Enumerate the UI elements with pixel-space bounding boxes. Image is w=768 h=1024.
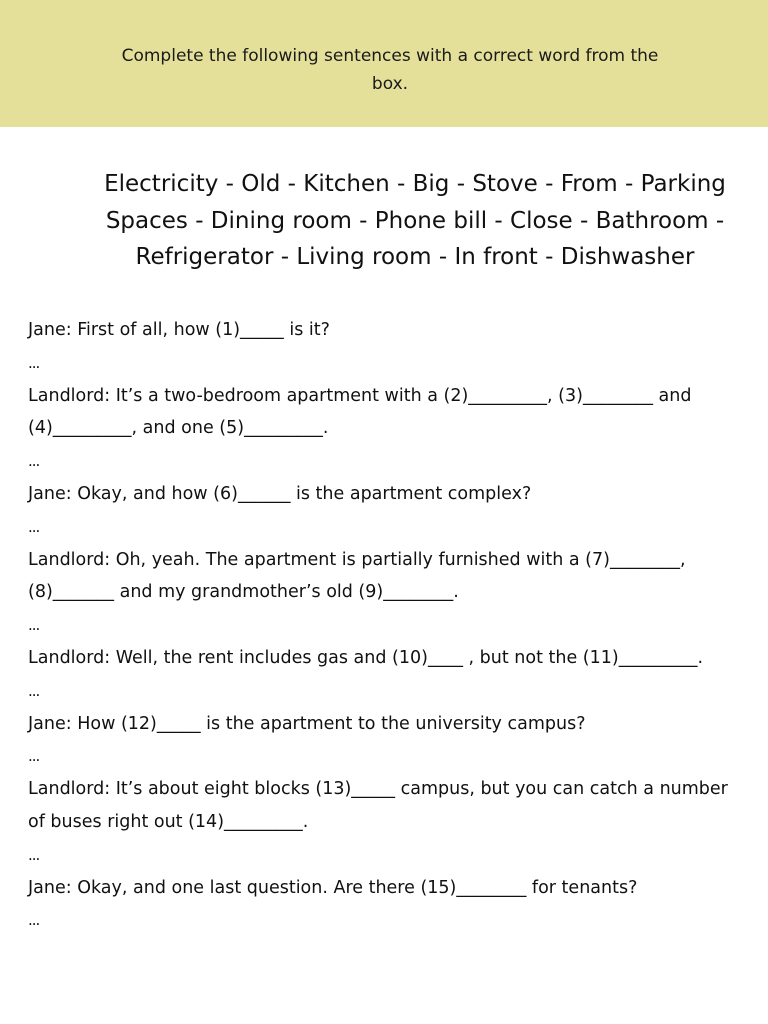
ellipsis-line: ... [28,616,40,635]
dialogue-line: Jane: First of all, how (1)_____ is it? [28,320,330,340]
dialogue-line: Jane: Okay, and one last question. Are there (15)________ for tenants? [28,877,638,898]
ellipsis-line: ... [28,747,40,766]
word-box-line: Refrigerator - Living room - In front - Dishwasher [135,244,695,270]
instruction-text: Complete the following sentences with a correct word from the box. [121,46,659,94]
ellipsis-line: ... [28,517,40,536]
dialogue-line: of buses right out (14)_________. [28,811,309,832]
ellipsis-line: ... [28,353,40,372]
word-box [80,166,750,276]
dialogue-line: (4)_________, and one (5)_________. [28,418,329,439]
ellipsis-line: ... [28,452,40,471]
ellipsis-line: ... [28,845,40,864]
dialogue-line: Landlord: Well, the rent includes gas and (10)____ , but not the (11)_________. [28,647,704,668]
dialogue-line: Landlord: It’s about eight blocks (13)_____ campus, but you can catch a number [28,779,728,800]
dialogue [28,314,748,937]
dialogue-line: Jane: Okay, and how (6)______ is the apartment complex? [28,483,532,504]
ellipsis-line: ... [28,681,40,700]
ellipsis-line: ... [28,911,40,930]
dialogue-line: Landlord: Oh, yeah. The apartment is partially furnished with a (7)________, [28,549,686,570]
instruction-banner [0,0,768,127]
dialogue-line: (8)_______ and my grandmother’s old (9)________. [28,582,459,603]
word-box-line: Electricity - Old - Kitchen - Big - Stove - From - Parking [104,171,726,197]
dialogue-line: Landlord: It’s a two-bedroom apartment with a (2)_________, (3)________ and [28,385,692,406]
dialogue-line: Jane: How (12)_____ is the apartment to the university campus? [28,713,586,734]
word-box-line: Spaces - Dining room - Phone bill - Close - Bathroom - [105,207,725,234]
